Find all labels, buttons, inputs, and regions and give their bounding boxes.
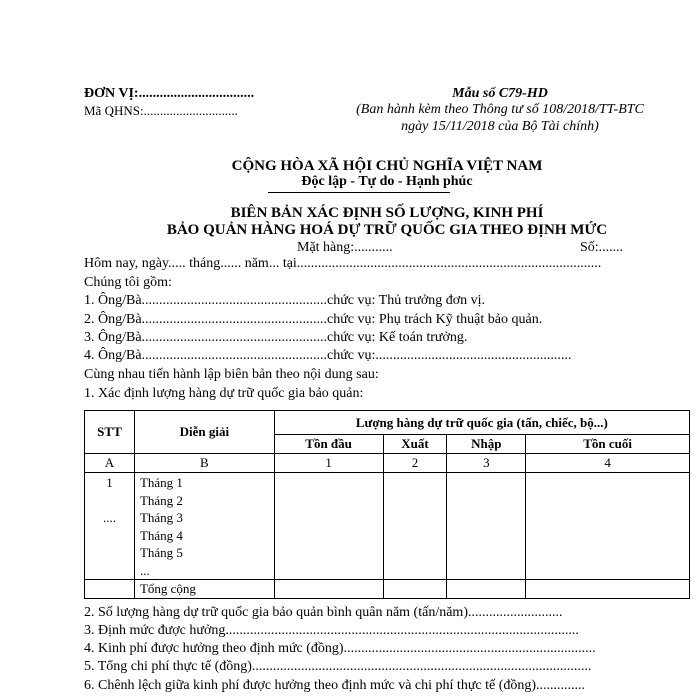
header-receipt: Nhập: [447, 435, 526, 454]
month-4: Tháng 4: [139, 527, 183, 543]
header-group: Lượng hàng dự trữ quốc gia (tấn, chiếc, bộ...): [274, 411, 689, 435]
members-intro: Chúng tôi gồm:: [84, 275, 172, 290]
issue-cell[interactable]: [383, 473, 447, 580]
label-a: A: [85, 454, 135, 473]
header-stt: STT: [85, 411, 135, 454]
member-4-name: 4. Ông/Bà.....................................................: [84, 348, 328, 363]
member-2-role: chức vụ: Phụ trách Kỹ thuật bảo quản.: [327, 312, 543, 327]
member-3-role: chức vụ: Kế toán trưởng.: [327, 330, 468, 345]
label-2: 2: [383, 454, 447, 473]
total-opening-cell[interactable]: [274, 580, 383, 599]
month-1: Tháng 1: [139, 475, 183, 490]
proceed-line: Cùng nhau tiến hành lập biên bản theo nội dung sau:: [84, 367, 379, 382]
stock-table: [84, 410, 690, 599]
item-label: Mặt hàng:...........: [297, 240, 393, 255]
item-2: 2. Số lượng hàng dự trữ quốc gia bảo quản bình quân năm (tấn/năm)...........................: [84, 605, 563, 620]
label-1: 1: [274, 454, 383, 473]
member-1-role: chức vụ: Thủ trưởng đơn vị.: [327, 293, 486, 308]
member-2-name: 2. Ông/Bà.....................................................: [84, 312, 328, 327]
total-receipt-cell[interactable]: [447, 580, 526, 599]
unit-label: ĐƠN VỊ:.................................: [84, 86, 255, 101]
label-b: B: [134, 454, 274, 473]
section-1-heading: 1. Xác định lượng hàng dự trữ quốc gia bảo quản:: [84, 386, 364, 401]
month-more: ...: [139, 562, 150, 578]
item-6: 6. Chênh lệch giữa kinh phí được hưởng theo định mức và chi phí thực tế (đồng)..............: [84, 678, 586, 693]
total-issue-cell[interactable]: [383, 580, 447, 599]
opening-stock-cell[interactable]: [274, 473, 383, 580]
total-label: Tổng cộng: [134, 580, 274, 599]
month-2: Tháng 2: [139, 492, 183, 508]
header-opening-stock: Tồn đầu: [274, 435, 383, 454]
total-stt-cell: [85, 580, 135, 599]
form-number: Mẫu số C79-HD: [452, 86, 548, 101]
stt-cell: [85, 473, 135, 580]
header-description: Diễn giải: [134, 411, 274, 454]
motto-underline: [268, 192, 450, 193]
month-3: Tháng 3: [139, 510, 183, 525]
month-5: Tháng 5: [139, 545, 183, 560]
total-closing-cell[interactable]: [526, 580, 690, 599]
label-3: 3: [447, 454, 526, 473]
national-title: CỘNG HÒA XÃ HỘI CHỦ NGHĨA VIỆT NAM: [231, 158, 543, 174]
header-closing-stock: Tồn cuối: [526, 435, 690, 454]
receipt-cell[interactable]: [447, 473, 526, 580]
member-3-name: 3. Ông/Bà.....................................................: [84, 330, 328, 345]
stt-value-2: ....: [102, 510, 116, 525]
months-cell: [134, 473, 274, 580]
number-label: Số:.......: [580, 240, 624, 255]
issued-line-1: (Ban hành kèm theo Thông tư số 108/2018/TT-BTC: [356, 102, 644, 117]
national-motto: Độc lập - Tự do - Hạnh phúc: [301, 174, 473, 189]
item-5: 5. Tổng chi phí thực tế (đồng).................................................................................................: [84, 659, 592, 674]
date-line: Hôm nay, ngày..... tháng...... năm... tại.......................................................................................: [84, 256, 602, 271]
item-3: 3. Định mức được hưởng.....................................................................................................: [84, 623, 579, 638]
label-4: 4: [526, 454, 690, 473]
member-4-role: chức vụ:........................................................: [327, 348, 572, 363]
closing-stock-cell[interactable]: [526, 473, 690, 580]
stt-value-1: 1: [106, 475, 113, 490]
item-4: 4. Kinh phí được hưởng theo định mức (đồng)........................................................................: [84, 641, 596, 656]
member-1-name: 1. Ông/Bà.....................................................: [84, 293, 328, 308]
document-title-1: BIÊN BẢN XÁC ĐỊNH SỐ LƯỢNG, KINH PHÍ: [230, 205, 544, 221]
document-title-2: BẢO QUẢN HÀNG HOÁ DỰ TRỮ QUỐC GIA THEO ĐỊNH MỨC: [166, 222, 608, 238]
header-issue: Xuất: [383, 435, 447, 454]
issued-line-2: ngày 15/11/2018 của Bộ Tài chính): [401, 119, 599, 134]
qhns-label: Mã QHNS:.............................: [84, 103, 238, 118]
